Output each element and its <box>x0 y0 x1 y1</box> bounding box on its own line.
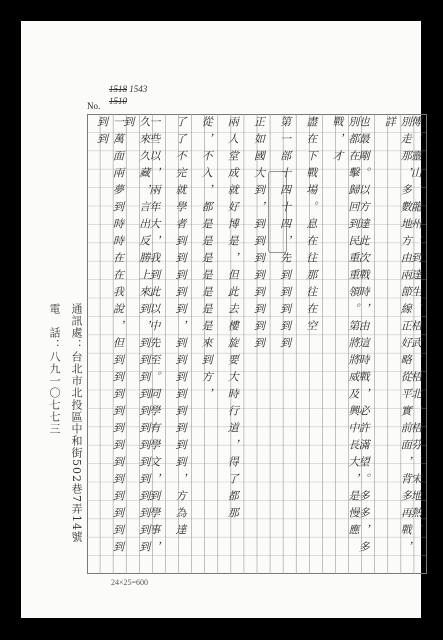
page-number-old: 1518 <box>109 84 127 94</box>
handwritten-column: 了了不完就學者到到到到到，到到到到到到到到，方為達 <box>174 116 187 541</box>
handwritten-column: 盡在下戰場。息在往那往在空 <box>304 116 318 337</box>
handwritten-column: 別走那，多數地方由兩節線正好略從平實前面，背多再戰，詳 <box>383 116 413 558</box>
page-number-struck: 1510 <box>109 96 127 106</box>
handwritten-column: 一些以，兩年大，我到此以中先至。同學有學文，到學事， <box>147 116 161 558</box>
phone-line: 電 話：八九一〇七七三 <box>48 303 61 435</box>
handwritten-column: 正如國大到，到到到到到到到到 <box>252 116 266 354</box>
handwritten-column: 別都在擊歸回到民重重領。第將將威及興中長大，是慢應戰，才 <box>330 116 360 541</box>
page-numbers <box>109 83 147 107</box>
handwritten-column: 久來久藏，言出反勝上來到，到到到到到到到到到到到到到到 <box>121 116 151 558</box>
manuscript-sheet <box>21 21 421 618</box>
address-block <box>48 303 98 563</box>
handwritten-column: 從，不入，都是是是是是是是來到方， <box>200 116 214 405</box>
handwritten-column: 一萬面兩夢到時時在在我說，但到到到到到到到到到到到到到到 <box>95 116 125 558</box>
page-number-current: 1543 <box>129 84 148 94</box>
handwritten-column: 第一部十四十四，先到到到到到 <box>278 116 292 354</box>
handwritten-column: 也最剛。以方達此次戰時，由這時戰，必許滿望。多多，多 <box>357 116 371 558</box>
address-line: 通訊處：台北市北投區中和街502巷7弄14號 <box>70 303 83 543</box>
handwritten-column: 傳，靈山、龍州，到達生、梧武、梧北、梧芬、宋地熱， <box>409 116 423 541</box>
handwritten-column: 兩人堂成就好博是，但此去樓旋要大時行道，得了都那 <box>226 116 240 524</box>
number-label: No. <box>87 101 101 111</box>
paper-size-label: 24×25=600 <box>111 578 149 587</box>
